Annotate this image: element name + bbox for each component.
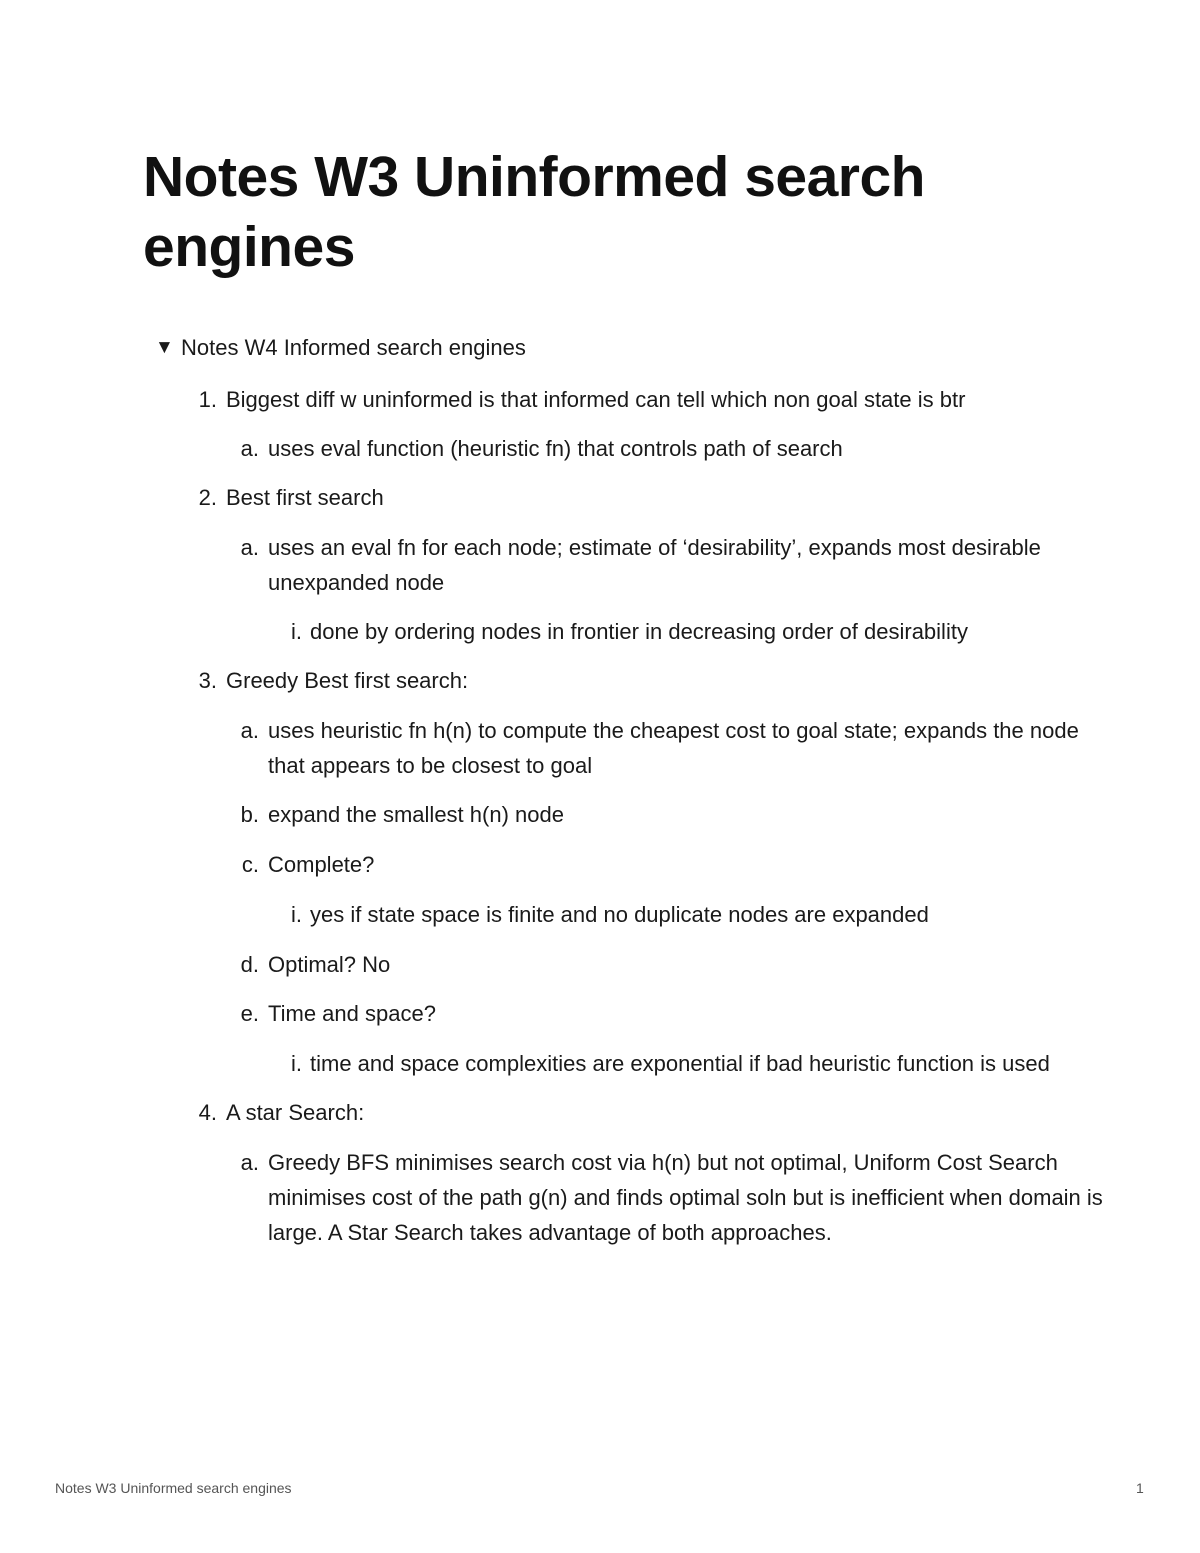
- list-text: Biggest diff w uninformed is that informed can tell which non goal state is btr: [226, 387, 966, 412]
- toggle-content: [155, 382, 1115, 1250]
- list-item-3ci: [155, 897, 1115, 932]
- list-marker: i.: [291, 1051, 302, 1076]
- triangle-down-icon[interactable]: ▼: [155, 337, 174, 358]
- toggle-block: [155, 331, 1115, 1250]
- footer-title: Notes W3 Uninformed search engines: [55, 1480, 292, 1496]
- list-marker: a.: [240, 436, 259, 461]
- list-marker: a.: [240, 718, 259, 743]
- list-text: yes if state space is finite and no duplicate nodes are expanded: [310, 902, 929, 927]
- list-marker: i.: [291, 902, 302, 927]
- list-text: Time and space?: [268, 1001, 436, 1026]
- list-text: uses eval function (heuristic fn) that controls path of search: [268, 436, 843, 461]
- list-item-4: [155, 1095, 1115, 1130]
- list-item-3: [155, 663, 1115, 698]
- list-item-1a: [155, 431, 1115, 466]
- toggle-label: Notes W4 Informed search engines: [181, 335, 526, 360]
- list-text: Complete?: [268, 852, 375, 877]
- list-marker: b.: [240, 802, 259, 827]
- list-text: expand the smallest h(n) node: [268, 802, 564, 827]
- list-item-3e: [155, 996, 1115, 1031]
- list-text: uses heuristic fn h(n) to compute the cheapest cost to goal state; expands the node that appears to be closest to goal: [268, 718, 1079, 778]
- list-marker: i.: [291, 619, 302, 644]
- list-item-2: [155, 480, 1115, 515]
- list-item-1: [155, 382, 1115, 417]
- list-text: A star Search:: [226, 1100, 365, 1125]
- list-item-3b: [155, 797, 1115, 832]
- list-marker: a.: [240, 535, 259, 560]
- list-text: time and space complexities are exponential if bad heuristic function is used: [310, 1051, 1050, 1076]
- list-text: Greedy BFS minimises search cost via h(n) but not optimal, Uniform Cost Search minimises cost of the path g(n) and finds optimal soln but is inefficient when domain is large. A Star Search takes advantage of both approaches.: [268, 1150, 1103, 1245]
- list-marker: 2.: [198, 485, 217, 510]
- list-marker: c.: [241, 852, 259, 877]
- list-item-3d: [155, 947, 1115, 982]
- list-text: Optimal? No: [268, 952, 391, 977]
- footer-page-number: 1: [1136, 1480, 1144, 1496]
- list-marker: a.: [240, 1150, 259, 1175]
- list-marker: 4.: [198, 1100, 217, 1125]
- list-item-3c: [155, 847, 1115, 882]
- list-item-4a: [155, 1145, 1115, 1250]
- list-marker: e.: [240, 1001, 259, 1026]
- toggle-header[interactable]: [155, 331, 1115, 365]
- list-item-3ei: [155, 1046, 1115, 1081]
- list-item-2ai: [155, 614, 1115, 649]
- list-text: done by ordering nodes in frontier in decreasing order of desirability: [310, 619, 968, 644]
- list-text: Greedy Best first search:: [226, 668, 469, 693]
- list-marker: d.: [240, 952, 259, 977]
- list-text: uses an eval fn for each node; estimate of ‘desirability’, expands most desirable unexpanded node: [268, 535, 1041, 595]
- list-marker: 3.: [198, 668, 217, 693]
- list-item-2a: [155, 530, 1115, 600]
- page-title: Notes W3 Uninformed search engines: [143, 145, 925, 279]
- list-item-3a: [155, 713, 1115, 783]
- list-text: Best first search: [226, 485, 384, 510]
- list-marker: 1.: [198, 387, 217, 412]
